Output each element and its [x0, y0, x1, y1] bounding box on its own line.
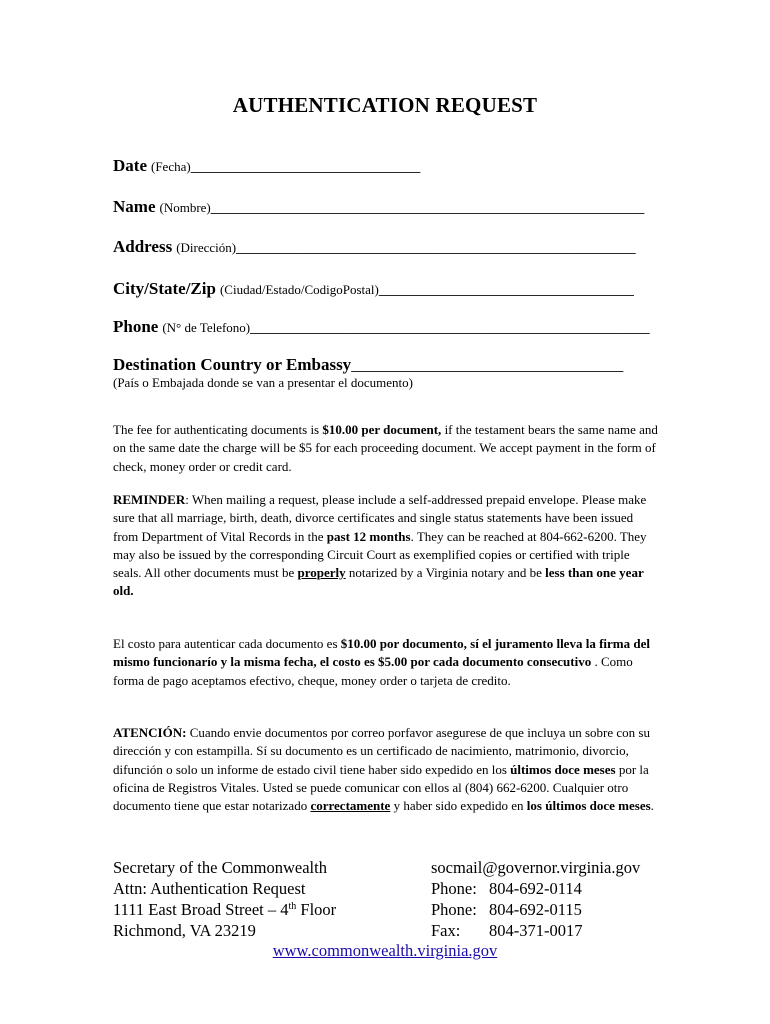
address-line-2: Attn: Authentication Request: [113, 879, 306, 898]
city-state-zip-label: City/State/Zip: [113, 279, 216, 298]
atencion-ultimos-doce-meses: últimos doce meses: [510, 761, 616, 777]
reminder-text-3: notarized by a Virginia notary and be: [345, 565, 546, 581]
date-sublabel: (Fecha): [150, 159, 191, 174]
atencion-period: .: [650, 798, 654, 814]
reminder-heading: REMINDER: [113, 492, 186, 507]
phone-2-label: Phone:: [431, 900, 477, 919]
reminder-text: : When mailing a request, please include a self-addressed prepaid envelope. Please make sure that all marriage, birth, death, divorce certificates and single status statements have been issued from Department of Vital Records in the: [113, 492, 647, 544]
costo-paragraph: [113, 635, 658, 690]
atencion-ultimos-doce-meses-2: los últimos doce meses: [526, 798, 651, 814]
atencion-text-3: y haber sido expedido en: [390, 798, 527, 814]
fax-value: 804-371-0017: [489, 921, 583, 940]
name-line[interactable]: ___________________________________________________: [210, 197, 645, 216]
contact-phone-2: [431, 899, 640, 920]
contact-email[interactable]: socmail@governor.virginia.gov: [431, 858, 641, 877]
date-line[interactable]: ___________________________: [190, 156, 421, 175]
phone-line[interactable]: _______________________________________________: [250, 317, 650, 336]
name-label: Name: [113, 197, 156, 216]
reminder-paragraph: [113, 491, 658, 601]
city-state-zip-line[interactable]: ______________________________: [378, 279, 634, 298]
website-link[interactable]: www.commonwealth.virginia.gov: [272, 941, 498, 960]
contact-phone-1: [431, 878, 640, 899]
address-field[interactable]: [113, 236, 636, 259]
atencion-text-2: por la oficina de Registros Vitales. Usted se puede comunicar con ellos al (804) 662-6200. Cualquier otro documento tiene que estar notarizado: [113, 761, 649, 814]
address-label: Address: [113, 237, 173, 256]
atencion-correctamente: correctamente: [310, 798, 391, 814]
date-label: Date: [113, 156, 147, 175]
phone-2-value: 804-692-0115: [489, 900, 582, 919]
phone-field[interactable]: [113, 316, 650, 339]
address-line-1: Secretary of the Commonwealth: [113, 858, 327, 877]
phone-label: Phone: [113, 317, 159, 336]
fee-text-rest: if the testament bears the same name and on the same date the charge will be $5 for each proceeding document. We accept payment in the form of check, money order or credit card.: [113, 422, 658, 474]
contact-info: [431, 857, 640, 941]
phone-1-label: Phone:: [431, 879, 477, 898]
street: 1111 East Broad Street – 4: [113, 900, 289, 919]
date-field[interactable]: [113, 155, 420, 178]
address-sublabel: (Dirección): [176, 240, 237, 255]
address-line-4: Richmond, VA 23219: [113, 921, 256, 940]
destination-label: Destination Country or Embassy: [113, 355, 352, 374]
phone-sublabel: (N° de Telefono): [162, 320, 251, 335]
costo-amount: $10.00 por documento, sí el juramento lleva la firma del mismo funcionarío y la misma fecha, el costo es $5.00 por cada documento consecutivo: [113, 636, 650, 670]
fee-amount: $10.00 per document,: [322, 422, 442, 437]
atencion-heading: ATENCIÓN:: [113, 725, 187, 740]
name-sublabel: (Nombre): [159, 200, 211, 215]
contact-fax: [431, 920, 640, 941]
phone-1-value: 804-692-0114: [489, 879, 582, 898]
destination-note: (País o Embajada donde se van a presentar el documento): [113, 375, 413, 390]
costo-text: El costo para autenticar cada documento es: [113, 636, 341, 651]
reminder-text-2: . They can be reached at 804-662-6200. They may also be issued by the corresponding Circuit Court as exemplified copies or certified with triple seals. All other documents must be: [113, 528, 647, 581]
floor: Floor: [296, 900, 337, 919]
mailing-address: [113, 857, 336, 941]
destination-line[interactable]: ________________________________: [351, 355, 624, 374]
destination-field[interactable]: [113, 354, 623, 377]
address-line-3: [113, 899, 336, 920]
reminder-past-12-months: past 12 months: [326, 528, 411, 544]
fee-paragraph: [113, 421, 658, 476]
atencion-text: Cuando envie documentos por correo porfavor asegurese de que incluya un sobre con su dirección y con estampilla. Sí su documento es un certificado de nacimiento, matrimonio, divorcio, difunción o solo un informe de estado civil tiene haber sido expedido en los: [113, 725, 650, 777]
reminder-properly: properly: [297, 565, 346, 581]
ordinal-suffix: th: [288, 901, 297, 912]
reminder-less-than-one-year: less than one year old.: [113, 565, 644, 599]
city-state-zip-sublabel: (Ciudad/Estado/CodigoPostal): [219, 282, 379, 297]
page-title: AUTHENTICATION REQUEST: [232, 93, 538, 117]
fee-text: The fee for authenticating documents is: [113, 422, 323, 437]
address-line[interactable]: _______________________________________________: [236, 237, 636, 256]
fax-label: Fax:: [431, 921, 461, 940]
name-field[interactable]: [113, 196, 644, 219]
city-state-zip-field[interactable]: [113, 278, 634, 301]
atencion-paragraph: [113, 724, 658, 815]
costo-text-rest: . Como forma de pago aceptamos efectivo, cheque, money order o tarjeta de credito.: [113, 654, 633, 688]
